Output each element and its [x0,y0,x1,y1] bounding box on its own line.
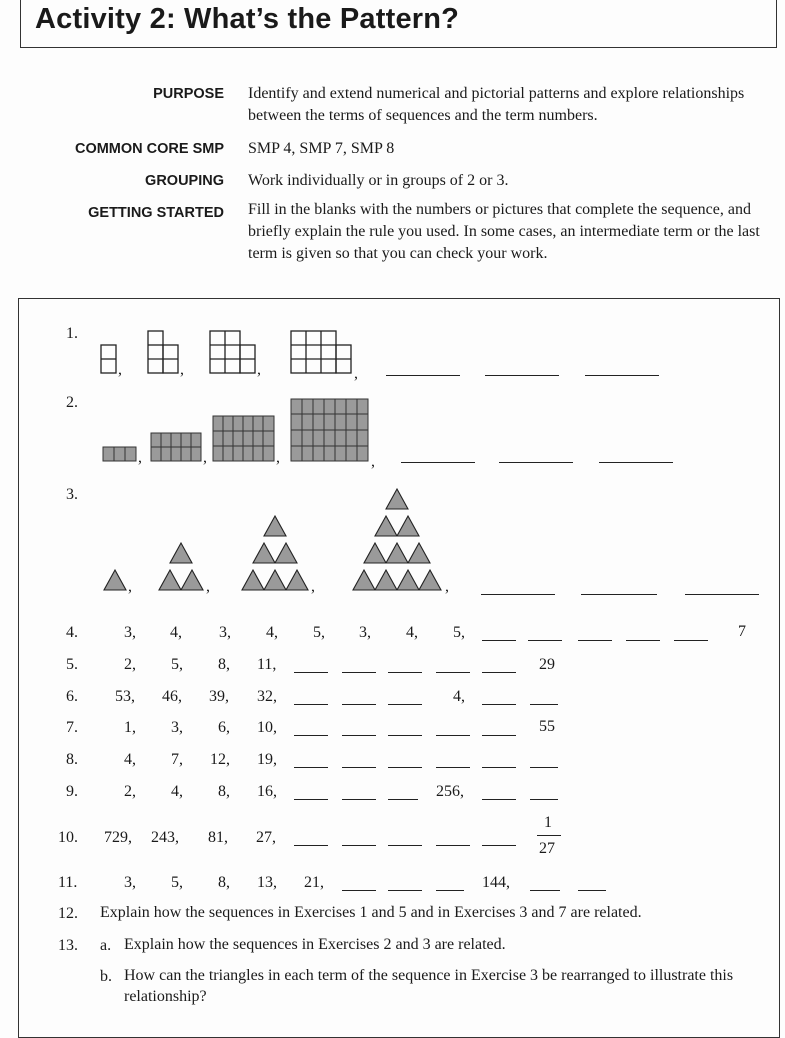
exercise-1-blank[interactable] [386,375,460,376]
exercise-11-blank[interactable] [436,890,464,891]
exercise-4-blank[interactable] [578,640,612,641]
exercise-7-blank[interactable] [294,735,328,736]
exercise-1-blank[interactable] [485,375,559,376]
exercise-8-blank[interactable] [342,767,376,768]
exercise-2-comma: , [138,449,142,466]
exercise-10-term: 243, [151,829,179,846]
exercise-4-term: 5, [453,624,465,641]
exercise-8-blank[interactable] [482,767,516,768]
smp-label: COMMON CORE SMP [74,141,224,157]
title-box [20,0,777,48]
exercise-3-number: 3. [66,486,78,503]
exercise-5-number: 5. [66,656,78,673]
purpose-text: Identify and extend numerical and pictorial patterns and explore relationships between the terms of sequences and the term numbers. [248,85,745,124]
exercise-5-blank[interactable] [482,672,516,673]
exercise-1-comma: , [354,365,358,382]
exercise-7-last-term: 55 [539,718,555,735]
exercise-2-number: 2. [66,394,78,411]
smp-text: SMP 4, SMP 7, SMP 8 [248,140,395,157]
exercise-8-term: 4, [124,751,136,768]
exercise-11-term: 5, [171,874,183,891]
exercise-10-term: 27, [256,829,276,846]
exercise-5-blank[interactable] [388,672,422,673]
exercise-10-blank[interactable] [294,845,328,846]
exercise-6-blank[interactable] [294,704,328,705]
exercise-13b-label: b. [100,968,112,985]
exercise-11-term: 8, [218,874,230,891]
grouping-text: Work individually or in groups of 2 or 3. [248,172,509,189]
exercise-5-term: 2, [124,656,136,673]
exercise-7-blank[interactable] [388,735,422,736]
exercise-9-term: 8, [218,783,230,800]
exercise-6-term: 46, [162,688,182,705]
exercise-3-blank[interactable] [581,594,657,595]
exercise-6-number: 6. [66,688,78,705]
exercise-4-term: 3, [219,624,231,641]
exercise-7-term: 6, [218,719,230,736]
exercise-11-term: 13, [257,874,277,891]
exercise-10-blank[interactable] [482,845,516,846]
exercise-10-fraction-denominator: 27 [539,840,555,857]
exercise-8-blank[interactable] [436,767,470,768]
exercise-11-blank[interactable] [530,890,560,891]
exercise-6-term: 53, [115,688,135,705]
exercise-10-blank[interactable] [342,845,376,846]
getting-started-text: Fill in the blanks with the numbers or pictures that complete the sequence, and briefly explain the rule you used. In some cases, an intermediate term or the last term is given so that you can check your work. [248,201,760,262]
exercise-5-last-term: 29 [539,656,555,673]
exercise-12-number: 12. [58,905,78,922]
exercise-1-figures [95,322,385,392]
exercise-5-term: 5, [171,656,183,673]
exercise-3-comma: , [128,578,132,595]
exercise-2-blank[interactable] [401,462,475,463]
exercise-11-blank[interactable] [342,890,376,891]
exercise-1-blank[interactable] [585,375,659,376]
exercise-9-given-term: 256, [436,783,464,800]
exercise-4-term: 3, [124,624,136,641]
exercise-10-fraction-numerator: 1 [544,814,552,831]
exercise-10-fraction-bar [537,835,561,836]
exercise-6-blank[interactable] [530,704,558,705]
exercise-4-blank[interactable] [528,640,562,641]
exercise-13a-label: a. [100,937,112,954]
exercise-13-number: 13. [58,937,78,954]
exercise-9-blank[interactable] [342,799,376,800]
exercise-10-blank[interactable] [388,845,422,846]
exercise-1-comma: , [180,361,184,378]
exercise-2-blank[interactable] [499,462,573,463]
exercise-2-comma: , [371,453,375,470]
exercise-2-blank[interactable] [599,462,673,463]
exercise-9-term: 2, [124,783,136,800]
exercise-6-given-term: 4, [453,688,465,705]
exercise-5-blank[interactable] [342,672,376,673]
exercise-11-term: 21, [304,874,324,891]
exercise-11-blank[interactable] [388,890,422,891]
exercise-13b-text: How can the triangles in each term of the sequence in Exercise 3 be rearranged to illustrate this relationship? [124,967,734,1005]
exercise-9-blank[interactable] [530,799,558,800]
exercise-3-figures [95,486,475,601]
exercise-9-term: 16, [257,783,277,800]
exercise-6-blank[interactable] [342,704,376,705]
exercise-3-blank[interactable] [481,594,555,595]
exercise-7-number: 7. [66,719,78,736]
exercise-5-blank[interactable] [436,672,470,673]
exercise-4-term: 4, [406,624,418,641]
exercise-3-comma: , [445,578,449,595]
page-title: Activity 2: What’s the Pattern? [35,3,460,35]
exercise-2-comma: , [276,449,280,466]
exercise-7-term: 3, [171,719,183,736]
exercise-2-comma: , [203,449,207,466]
exercise-8-blank[interactable] [530,767,558,768]
exercise-8-number: 8. [66,751,78,768]
exercise-10-blank[interactable] [436,845,470,846]
exercise-8-term: 12, [210,751,230,768]
exercise-4-last-term: 7 [738,623,746,640]
exercise-10-term: 81, [208,829,228,846]
exercise-6-blank[interactable] [388,704,422,705]
exercise-11-term: 3, [124,874,136,891]
exercise-4-number: 4. [66,624,78,641]
exercise-9-number: 9. [66,783,78,800]
exercise-7-blank[interactable] [342,735,376,736]
exercise-3-blank[interactable] [685,594,759,595]
exercise-7-term: 10, [257,719,277,736]
exercise-11-given-term: 144, [482,874,510,891]
exercise-11-number: 11. [58,874,78,891]
exercise-6-term: 32, [257,688,277,705]
grouping-label: GROUPING [145,173,224,189]
exercise-3-comma: , [206,578,210,595]
exercise-5-term: 8, [218,656,230,673]
exercise-9-blank[interactable] [388,799,418,800]
exercise-8-term: 19, [257,751,277,768]
exercise-4-term: 4, [266,624,278,641]
exercise-9-blank[interactable] [294,799,328,800]
exercise-3-comma: , [311,578,315,595]
exercise-4-blank[interactable] [626,640,660,641]
exercise-4-blank[interactable] [674,640,708,641]
exercise-11-blank[interactable] [578,890,606,891]
exercise-9-blank[interactable] [482,799,516,800]
exercise-4-term: 4, [170,624,182,641]
exercise-13a-text: Explain how the sequences in Exercises 2 and 3 are related. [124,936,506,953]
exercise-2-figures [95,396,385,471]
purpose-label: PURPOSE [153,86,224,102]
exercise-6-term: 39, [209,688,229,705]
exercise-4-term: 3, [359,624,371,641]
exercise-4-blank[interactable] [482,640,516,641]
exercise-4-term: 5, [313,624,325,641]
exercise-5-blank[interactable] [294,672,328,673]
getting-started-label: GETTING STARTED [88,205,224,221]
exercise-10-number: 10. [58,829,78,846]
exercise-6-blank[interactable] [482,704,516,705]
exercise-8-blank[interactable] [388,767,422,768]
exercise-7-term: 1, [124,719,136,736]
exercise-10-term: 729, [104,829,132,846]
exercise-5-term: 11, [257,656,277,673]
exercise-1-comma: , [118,361,122,378]
exercise-8-blank[interactable] [294,767,328,768]
exercise-7-blank[interactable] [436,735,470,736]
exercise-12-text: Explain how the sequences in Exercises 1 and 5 and in Exercises 3 and 7 are related. [100,904,642,921]
exercise-1-comma: , [257,361,261,378]
exercise-8-term: 7, [171,751,183,768]
exercise-1-number: 1. [66,325,78,342]
exercise-7-blank[interactable] [482,735,516,736]
exercise-9-term: 4, [171,783,183,800]
